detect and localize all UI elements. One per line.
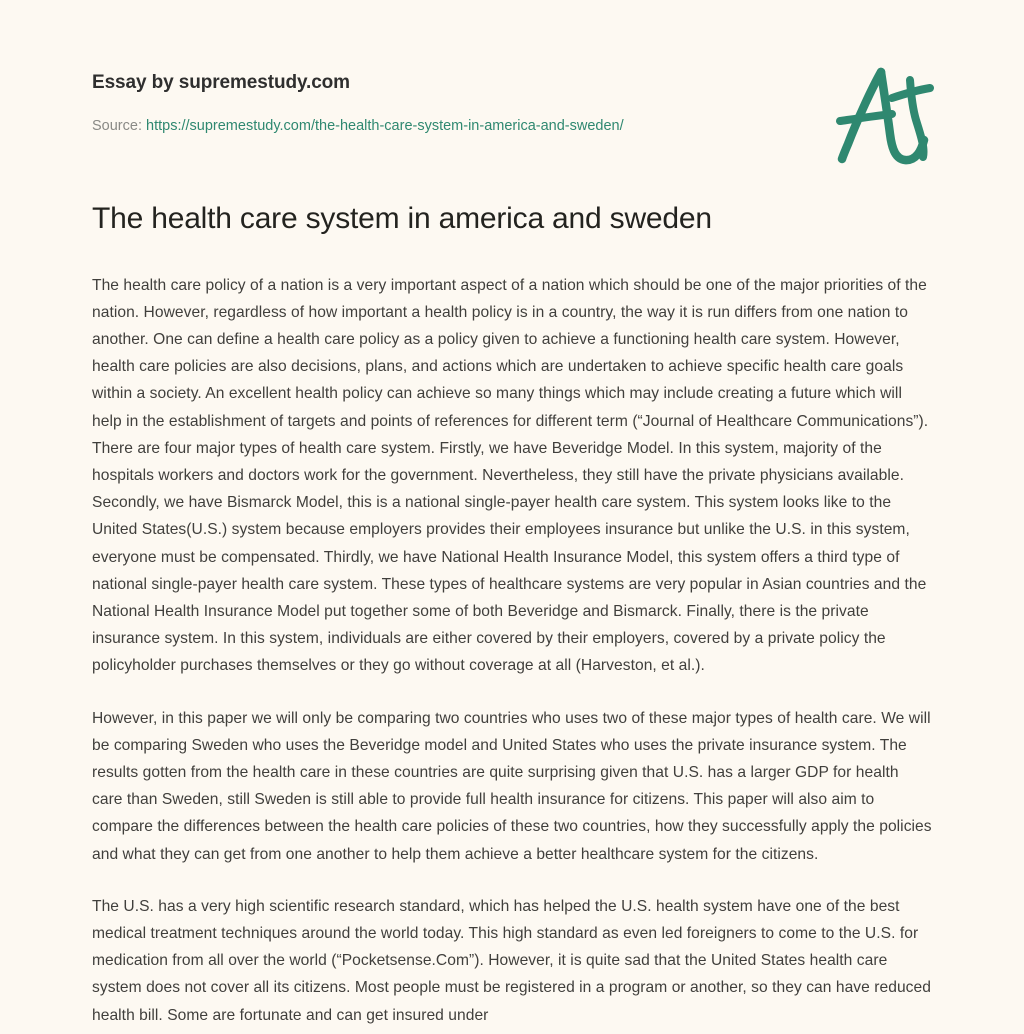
paragraph: The U.S. has a very high scientific research standard, which has helped the U.S. health system have one of the best medical treatment techniques around the world today. This high standard as even led foreigners to come to the U.S. for medication from all over the world (“Pocketsense.Com”). However, it is quite sad that the United States health care system does not cover all its citizens. Most people must be registered in a program or another, so they can have reduced health bill. Some are fortunate and can get insured under xyxy=(92,897,931,1024)
article-paragraphs xyxy=(92,272,932,1029)
page-title: The health care system in america and sweden xyxy=(92,202,712,235)
a-plus-logo-icon xyxy=(826,58,946,173)
byline: Essay by supremestudy.com xyxy=(92,72,350,93)
article-body xyxy=(0,200,1024,1029)
source-label: Source: xyxy=(92,117,142,134)
paragraph: However, in this paper we will only be comparing two countries who uses two of these major types of health care. We will be comparing Sweden who uses the Beveridge model and United States who uses the private insurance system. The results gotten from the health care in these countries are quite surprising given that U.S. has a larger GDP for health care than Sweden, still Sweden is still able to provide full health insurance for citizens. This paper will also aim to compare the differences between the health care policies of these two countries, how they successfully apply the policies and what they can get from one another to help them achieve a better healthcare system for the citizens. xyxy=(92,709,932,863)
paragraph: The health care policy of a nation is a very important aspect of a nation which should be one of the major priorities of the nation. However, regardless of how important a health policy is in a country, the way it is run differs from one nation to another. One can define a health care policy as a policy given to achieve a functioning health care system. However, health care policies are also decisions, plans, and actions which are undertaken to achieve specific health care goals within a society. An excellent health policy can achieve so many things which may include creating a future which will help in the establishment of targets and points of references for different term (“Journal of Healthcare Communications”). There are four major types of health care system. Firstly, we have Beveridge Model. In this system, majority of the hospitals workers and doctors work for the government. Nevertheless, they still have the private physicians available. Secondly, we have Bismarck Model, this is a national single-payer health care system. This system looks like to the United States(U.S.) system because employers provides their employees insurance but unlike the U.S. in this system, everyone must be compensated. Thirdly, we have National Health Insurance Model, this system offers a third type of national single-payer health care system. These types of healthcare systems are very popular in Asian countries and the National Health Insurance Model put together some of both Beveridge and Bismarck. Finally, there is the private insurance system. In this system, individuals are either covered by their employers, covered by a private policy the policyholder purchases themselves or they go without coverage at all (Harveston, et al.). xyxy=(92,276,929,675)
source-url-link[interactable]: https://supremestudy.com/the-health-care-system-in-america-and-sweden/ xyxy=(146,117,624,134)
source-line xyxy=(92,117,932,136)
document-header xyxy=(0,0,1024,200)
